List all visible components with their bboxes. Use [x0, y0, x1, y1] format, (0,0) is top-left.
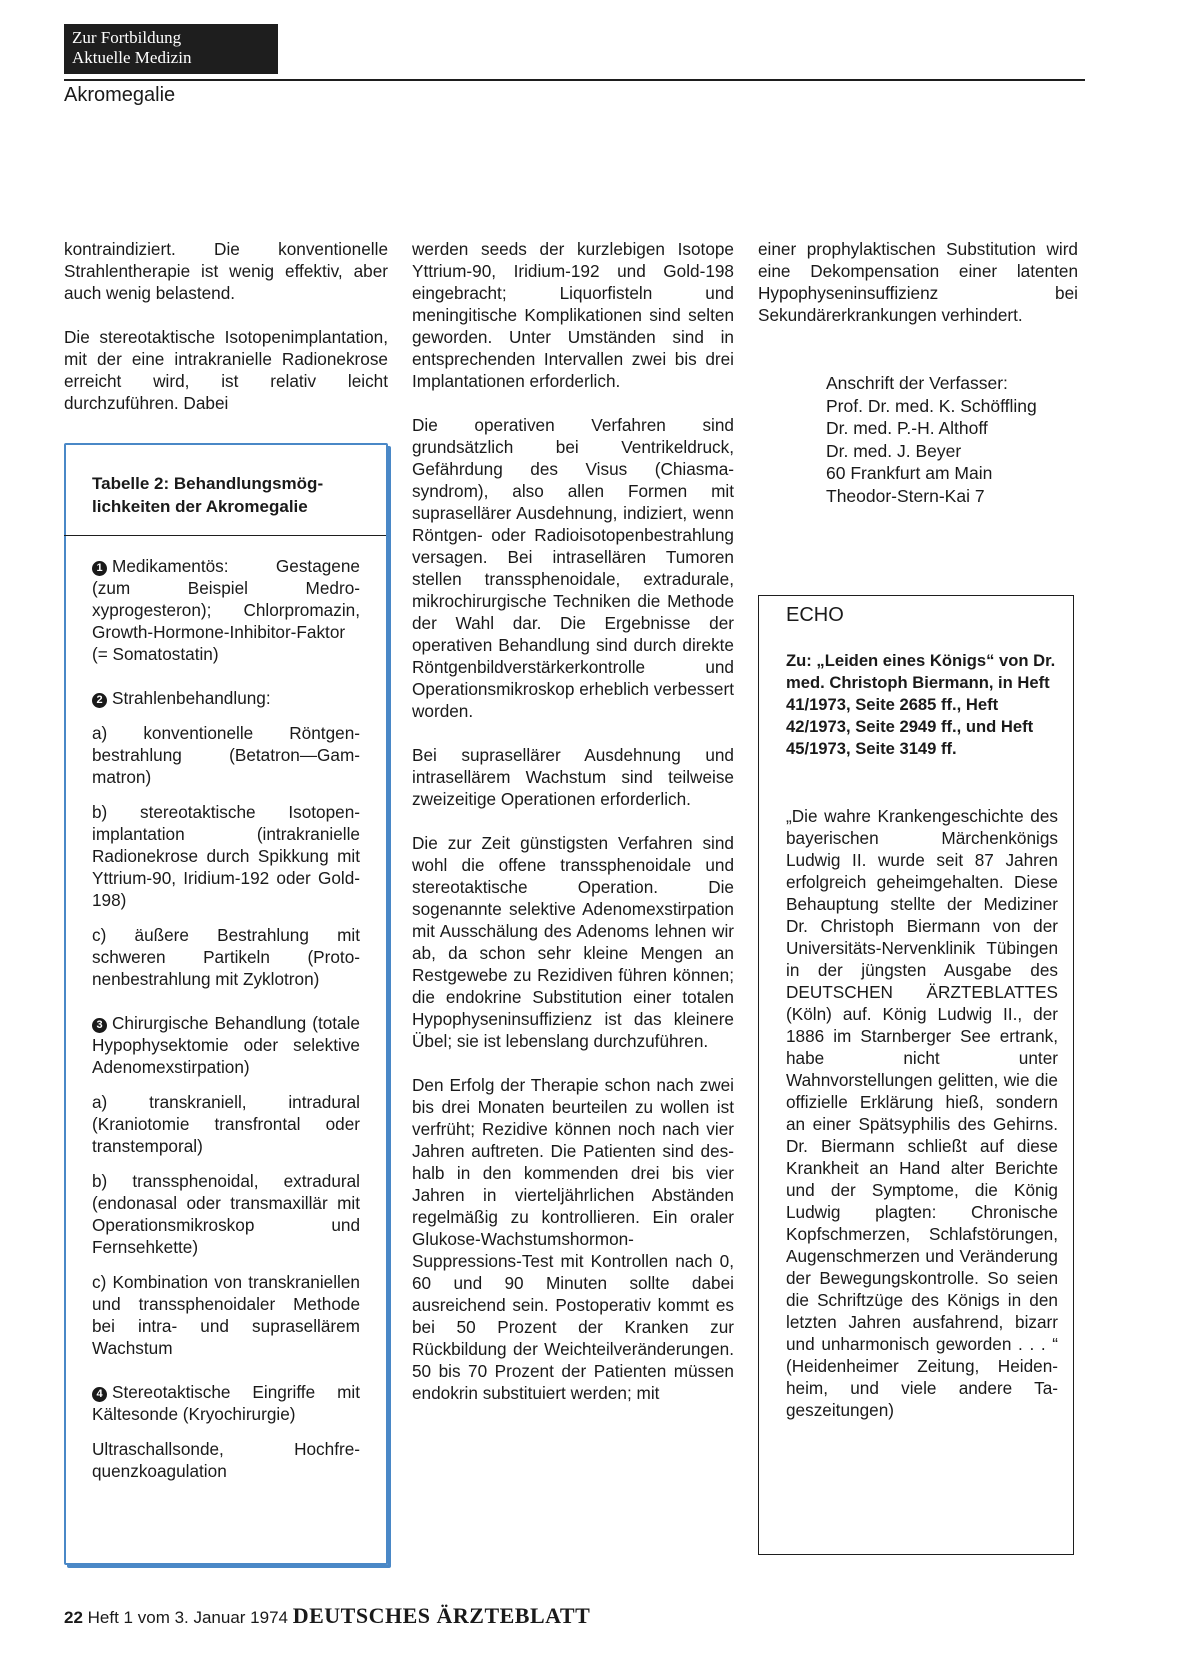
section-kicker-box — [64, 24, 278, 74]
table-item-1-text: Medikamentös: Gestagene (zum Beispiel Medroxyprogesteron); Chlorpromazin, Growth-Hormone-Inhibitor-Faktor (= Somatostatin) — [92, 556, 360, 664]
column-1 — [64, 238, 388, 436]
col3-paragraph-1: einer prophylaktischen Substitution wird eine Dekompensation einer latenten Hypophyseninsuffizienz bei Sekundärerkrankungen verhindert. — [758, 239, 1078, 325]
table-item-4-text: Stereotaktische Eingriffe mit Kältesonde (Kryochirurgie) — [92, 1382, 360, 1424]
address-label: Anschrift der Verfasser: — [826, 373, 1008, 393]
publication-name: DEUTSCHES ÄRZTEBLATT — [292, 1603, 591, 1628]
col1-paragraph-2: Die stereotaktische Isotopenimplantation, mit der eine intrakranielle Radionekrose erreicht wird, ist relativ leicht durchzuführen. Dabei — [64, 327, 388, 413]
address-line-2: Dr. med. P.-H. Althoff — [826, 418, 988, 438]
echo-label: ECHO — [786, 604, 844, 626]
col2-paragraph-2: Die operativen Verfahren sind grundsätzlich bei Ventrikeldruck, Gefährdung des Visus (Chiasmasyndrom), also allen Formen mit suprasellärer Ausdehnung, indiziert, wenn Röntgen- oder Radioisotopenbestrahlung versagen. Bei intrasellären Tumoren stellen transsphenoidale, extradurale, mikrochirurgische Techniken die Methode der Wahl dar. Die Ergebnisse der operativen Behandlung sind durch direkte Röntgenbildverstärkerkontrolle und Operationsmikroskop erheblich verbessert worden. — [412, 415, 734, 721]
table-item-2b: b) stereotaktische Isotopenimplantation (intrakranielle Radionekrose durch Spikkung mit Yttrium-90, Iridium-192 oder Gold-198) — [92, 802, 360, 910]
col2-paragraph-5: Den Erfolg der Therapie schon nach zwei bis drei Monaten beurteilen zu wollen ist verfrüht; Rezidive können noch nach vier Jahren auftreten. Die Patienten sind deshalb in den kommenden drei bis vier Jahren in vierteljährlichen Abständen regelmäßig zu kontrollieren. Ein oraler Glukose-Wachstumshormon-Suppressions-Test mit Kontrollen nach 0, 60 und 90 Minuten sollte dabei ausreichend sein. Postoperativ kommt es bei 50 Prozent der Kranken zur Rückbildung der Weichteilveränderungen. 50 bis 70 Prozent der Patienten müssen endokrin substituiert werden; mit — [412, 1075, 734, 1403]
section-title: Akromegalie — [64, 84, 176, 106]
address-line-4: 60 Frankfurt am Main — [826, 463, 993, 483]
author-address — [826, 372, 1086, 507]
number-2-icon: 2 — [92, 693, 107, 708]
col1-paragraph-1: kontraindiziert. Die konventionelle Strahlentherapie ist wenig effektiv, aber auch wenig belastend. — [64, 239, 388, 303]
column-2 — [412, 238, 734, 1426]
table-item-3a: a) transkraniell, intradural (Kraniotomie transfrontal oder transtemporal) — [92, 1092, 360, 1156]
number-3-icon: 3 — [92, 1018, 107, 1033]
table-item-2-text: Strahlenbehandlung: — [112, 688, 271, 708]
column-3 — [758, 238, 1078, 348]
kicker-line-1: Zur Fortbildung — [72, 28, 182, 47]
header-rule — [64, 79, 1085, 81]
echo-quote: „Die wahre Krankengeschichte des bayerischen Märchenkönigs Ludwig II. wurde seit 87 Jahren erfolgreich geheimgehalten. Diese Behauptung stellte der Mediziner Dr. Christoph Biermann von der Universitäts-Nervenklinik Tübingen in der jüngsten Ausgabe des DEUTSCHEN ÄRZTEBLATTES (Köln) auf. König Ludwig II., der 1886 im Starnberger See ertrank, habe nicht unter Wahnvorstellungen gelitten, wie die offizielle Erklärung hieß, sondern an einer Spätsyphilis des Gehirns. Dr. Biermann schließt auf diese Krankheit an Hand alter Berichte und der Symptome, die König Ludwig plagten: Chronische Kopfschmerzen, Schlafstörungen, Augenschmerzen und Veränderung der Bewegungskontrolle. So seien die Schriftzüge des Königs in den letzten Jahren ausfahrend, bizarr und unharmonisch geworden . . . “ (Heidenheimer Zeitung, Heidenheim, und viele andere Tageszeitungen) — [786, 806, 1058, 1420]
table-item-3c: c) Kombination von transkraniellen und transsphenoidaler Methode bei intra- und suprasellärem Wachstum — [92, 1272, 360, 1358]
kicker-line-2: Aktuelle Medizin — [72, 48, 192, 67]
echo-heading: Zu: „Leiden eines Königs“ von Dr. med. Christoph Biermann, in Heft 41/1973, Seite 2685 ff., Heft 42/1973, Seite 2949 ff., und Heft 45/1973, Seite 3149 ff. — [786, 651, 1056, 758]
col2-paragraph-3: Bei suprasellärer Ausdehnung und intrasellärem Wachstum sind teilweise zweizeitige Operationen erforderlich. — [412, 745, 734, 809]
table-item-1 — [92, 555, 360, 665]
address-line-3: Dr. med. J. Beyer — [826, 440, 962, 461]
number-4-icon: 4 — [92, 1387, 107, 1402]
table-2-title: Tabelle 2: Behandlungsmöglichkeiten der Akromegalie — [92, 474, 324, 516]
page-footer — [64, 1603, 590, 1629]
number-1-icon: 1 — [92, 561, 107, 576]
table-item-2c: c) äußere Bestrahlung mit schweren Partikeln (Protonenbestrahlung mit Zyklotron) — [92, 925, 360, 989]
table-item-4b: Ultraschallsonde, Hochfrequenzkoagulation — [92, 1439, 360, 1481]
issue-info: Heft 1 vom 3. Januar 1974 — [87, 1608, 288, 1627]
address-line-1: Prof. Dr. med. K. Schöffling — [826, 395, 1037, 416]
table-2-body — [92, 555, 360, 1495]
table-item-3 — [92, 1012, 360, 1078]
address-line-5: Theodor-Stern-Kai 7 — [826, 485, 985, 506]
table-item-3b: b) transsphenoidal, extradural (endonasal oder transmaxillär mit Operationsmikroskop und Fernsehkette) — [92, 1171, 360, 1257]
table-item-2 — [92, 687, 360, 709]
col2-paragraph-4: Die zur Zeit günstigsten Verfahren sind wohl die offene transsphenoidale und stereotaktische Operation. Die sogenannte selektive Adenomexstirpation mit Ausschälung des Adenoms lehnen wir ab, da schon sehr kleine Mengen an Restgewebe zu Rezidiven führen können; die endokrine Substitution einer totalen Hypophyseninsuffizienz ist das kleinere Übel; sie ist lebenslang durchzuführen. — [412, 833, 734, 1051]
table-item-4 — [92, 1381, 360, 1425]
table-item-2a: a) konventionelle Röntgenbestrahlung (Betatron—Gammatron) — [92, 723, 360, 787]
table-item-3-text: Chirurgische Behandlung (totale Hypophysektomie oder selektive Adenomexstirpation) — [92, 1013, 360, 1077]
col2-paragraph-1: werden seeds der kurzlebigen Isotope Yttrium-90, Iridium-192 und Gold-198 eingebracht; Liquorfisteln und meningitische Komplikationen sind selten geworden. Unter Umständen sind in entsprechenden Intervallen zwei bis drei Implantationen erforderlich. — [412, 239, 734, 391]
table-title-rule — [64, 535, 386, 536]
page-number: 22 — [64, 1608, 83, 1627]
